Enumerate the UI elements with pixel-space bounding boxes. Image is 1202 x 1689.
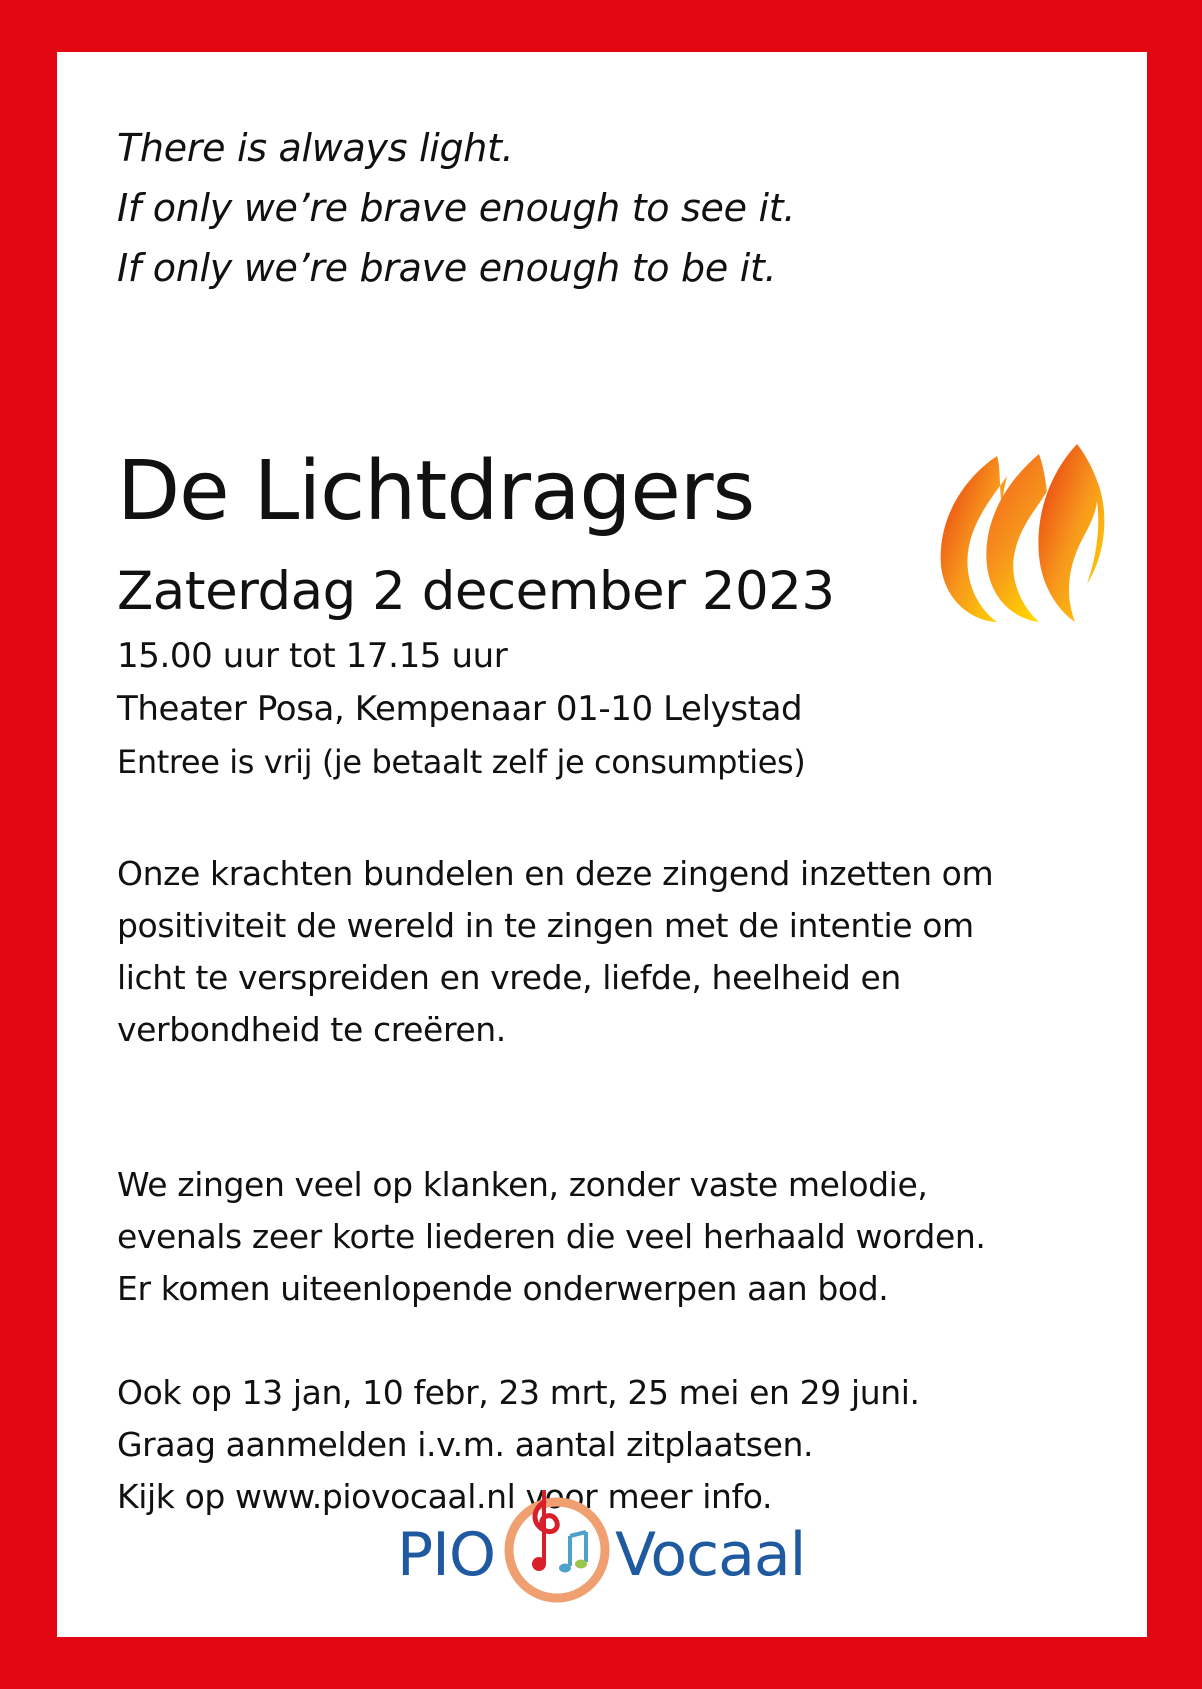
paragraph-2-line-2: evenals zeer korte liederen die veel herhaald worden. (117, 1217, 986, 1256)
event-entry: Entree is vrij (je betaalt zelf je consumpties) (117, 743, 806, 781)
paragraph-3-line-3: Kijk op www.piovocaal.nl voor meer info. (117, 1477, 773, 1516)
paragraph-3-line-2: Graag aanmelden i.v.m. aantal zitplaatsen. (117, 1425, 814, 1464)
treble-clef-music-notes-icon (492, 1482, 622, 1612)
description-paragraph-2 (117, 1159, 985, 1315)
flames-icon (927, 436, 1107, 626)
paragraph-1-line-2: positiviteit de wereld in te zingen met de intentie om (117, 906, 974, 945)
description-paragraph-1 (117, 848, 993, 1056)
event-date: Zaterdag 2 december 2023 (117, 561, 835, 622)
paragraph-3-line-1: Ook op 13 jan, 10 febr, 23 mrt, 25 mei en 29 juni. (117, 1373, 920, 1412)
piovocaal-logo (397, 1482, 837, 1612)
paragraph-2-line-3: Er komen uiteenlopende onderwerpen aan bod. (117, 1269, 889, 1308)
logo-text-pio: PIO (397, 1520, 496, 1590)
event-title: De Lichtdragers (117, 444, 755, 539)
paragraph-1-line-4: verbondheid te creëren. (117, 1010, 506, 1049)
quote-line-1: There is always light. (117, 126, 514, 170)
paragraph-1-line-1: Onze krachten bundelen en deze zingend inzetten om (117, 854, 994, 893)
event-location: Theater Posa, Kempenaar 01-10 Lelystad (117, 689, 803, 729)
logo-text-vocaal: Vocaal (615, 1520, 806, 1590)
flame-right (1038, 444, 1104, 622)
paragraph-1-line-3: licht te verspreiden en vrede, liefde, heelheid en (117, 958, 901, 997)
paragraph-2-line-1: We zingen veel op klanken, zonder vaste melodie, (117, 1165, 928, 1204)
quote-line-2: If only we’re brave enough to see it. (117, 186, 796, 230)
quote-line-3: If only we’re brave enough to be it. (117, 246, 777, 290)
event-time: 15.00 uur tot 17.15 uur (117, 636, 508, 676)
opening-quote (117, 118, 795, 298)
poster-sheet (57, 52, 1147, 1637)
event-details (117, 630, 805, 789)
